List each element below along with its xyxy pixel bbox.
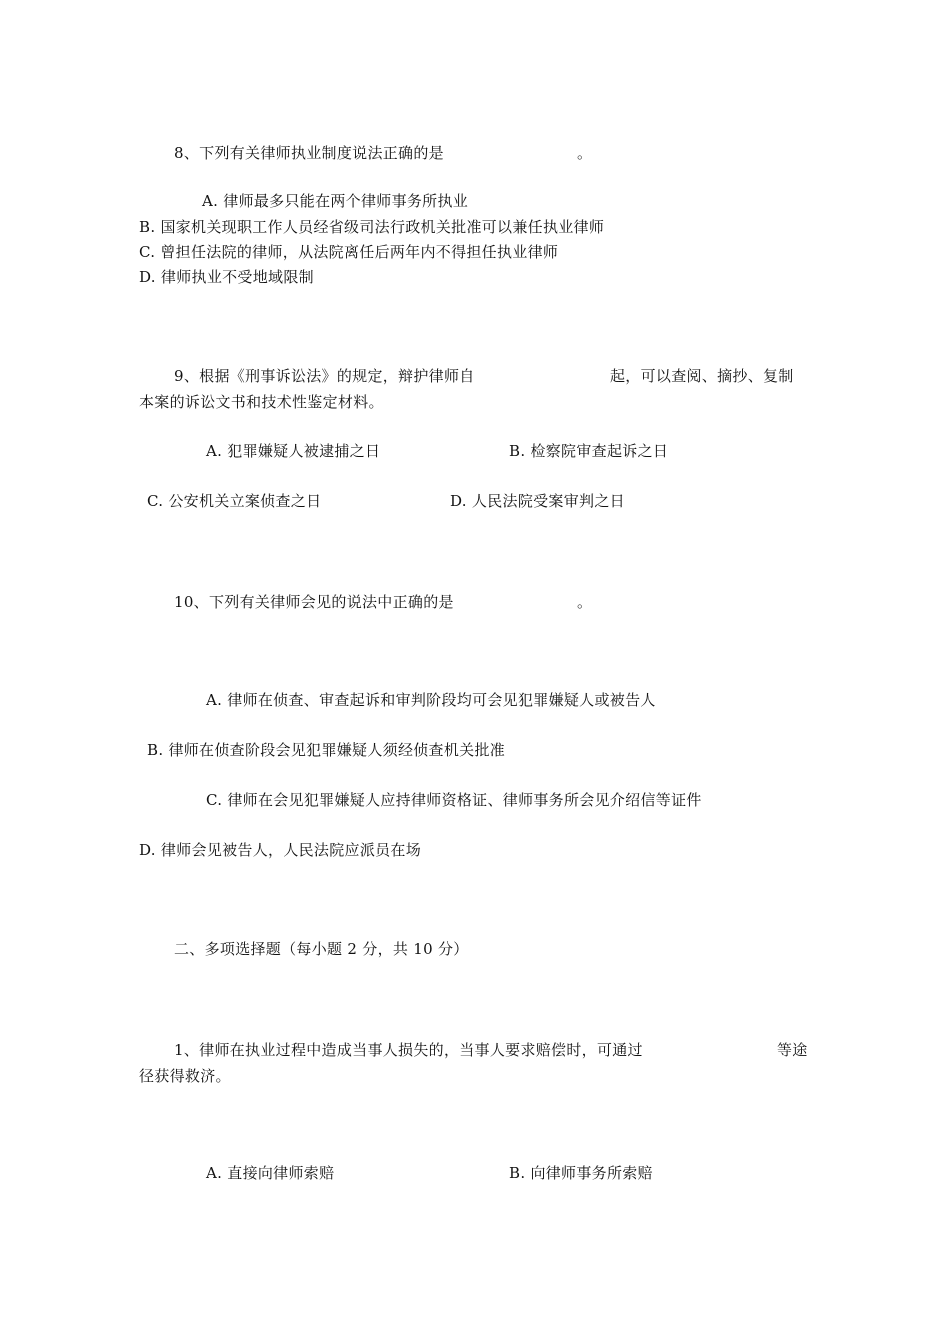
q10-stem: 10、下列有关律师会见的说法中正确的是 [174, 593, 454, 611]
q8-stem-end: 。 [577, 144, 593, 162]
q9-option-a: A. 犯罪嫌疑人被逮捕之日 [206, 442, 381, 460]
q8-option-a: A. 律师最多只能在两个律师事务所执业 [202, 192, 469, 210]
m1-option-a: A. 直接向律师索赔 [206, 1164, 335, 1182]
q9-stem-line2: 本案的诉讼文书和技术性鉴定材料。 [139, 393, 384, 411]
m1-stem-part1: 1、律师在执业过程中造成当事人损失的，当事人要求赔偿时，可通过 [174, 1041, 643, 1059]
q10-option-b: B. 律师在侦查阶段会见犯罪嫌疑人须经侦查机关批准 [147, 741, 506, 759]
m1-stem-line2: 径获得救济。 [139, 1067, 231, 1085]
m1-stem-part2: 等途 [777, 1041, 808, 1059]
q8-stem: 8、下列有关律师执业制度说法正确的是 [174, 144, 444, 162]
q8-option-c: C. 曾担任法院的律师，从法院离任后两年内不得担任执业律师 [139, 243, 559, 261]
section-heading: 二、多项选择题（每小题 2 分，共 10 分） [174, 940, 469, 958]
q9-option-c: C. 公安机关立案侦查之日 [147, 492, 322, 510]
q8-option-d: D. 律师执业不受地域限制 [139, 268, 314, 286]
q8-option-b: B. 国家机关现职工作人员经省级司法行政机关批准可以兼任执业律师 [139, 218, 605, 236]
q9-option-b: B. 检察院审查起诉之日 [509, 442, 669, 460]
q10-option-c: C. 律师在会见犯罪嫌疑人应持律师资格证、律师事务所会见介绍信等证件 [206, 791, 702, 809]
q10-option-d: D. 律师会见被告人，人民法院应派员在场 [139, 841, 422, 859]
q9-stem-part1: 9、根据《刑事诉讼法》的规定，辩护律师自 [174, 367, 475, 385]
q10-option-a: A. 律师在侦查、审查起诉和审判阶段均可会见犯罪嫌疑人或被告人 [206, 691, 656, 709]
q10-stem-end: 。 [577, 593, 593, 611]
q9-option-d: D. 人民法院受案审判之日 [450, 492, 625, 510]
m1-option-b: B. 向律师事务所索赔 [509, 1164, 653, 1182]
q9-stem-part2: 起，可以查阅、摘抄、复制 [610, 367, 794, 385]
